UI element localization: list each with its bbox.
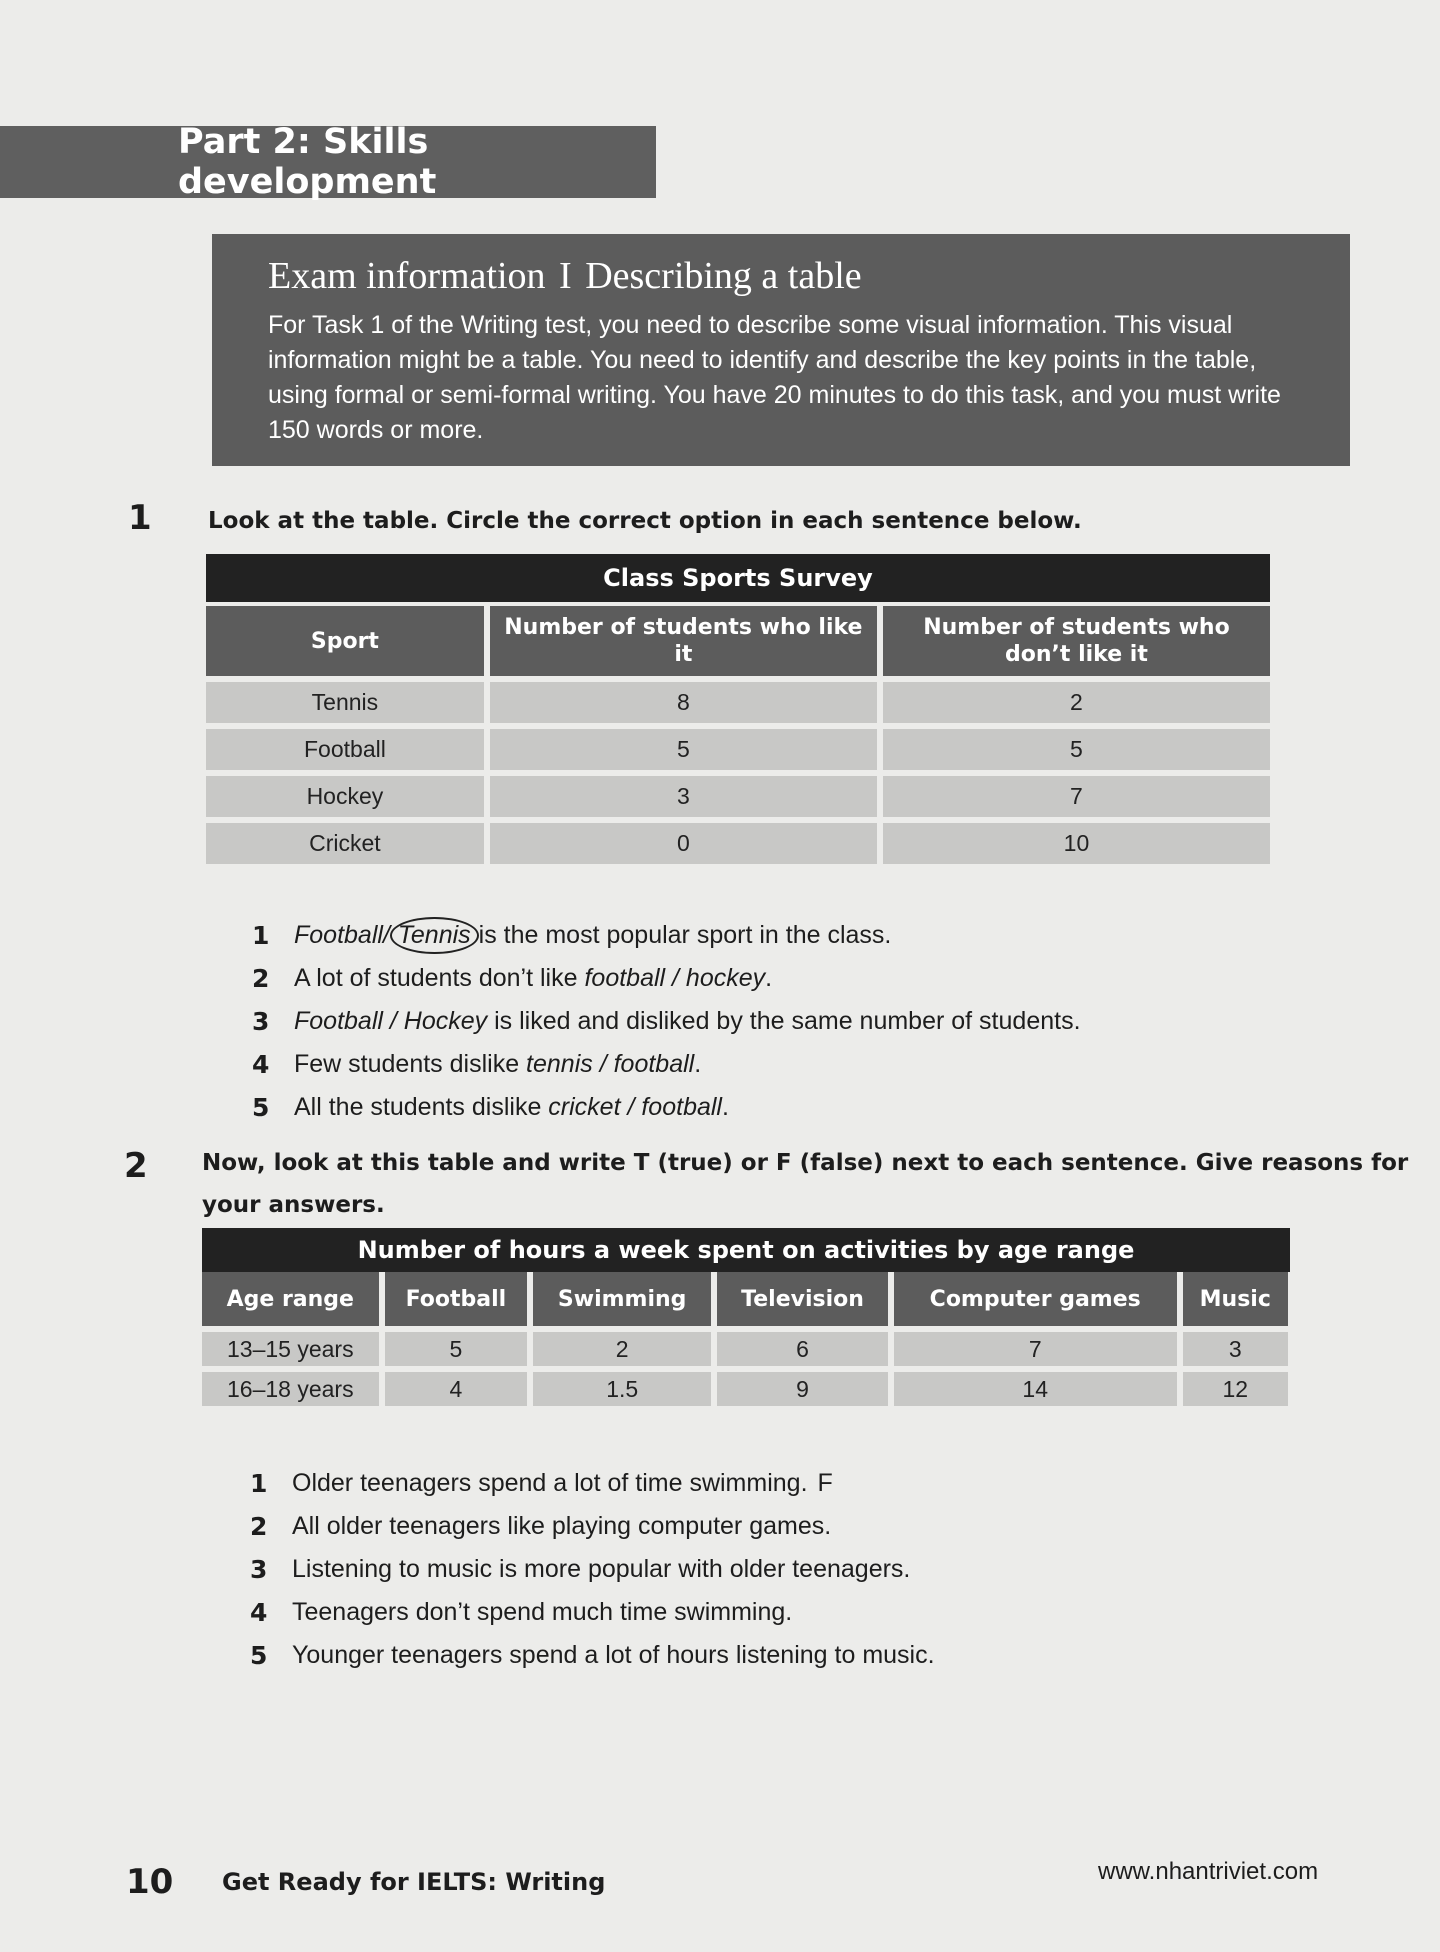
header-television: Television xyxy=(717,1272,888,1326)
circled-option-tennis: Tennis xyxy=(390,917,479,954)
sentence-end: . xyxy=(694,1050,702,1078)
sentence-end: . xyxy=(721,1093,729,1121)
table-cell: 3 xyxy=(1183,1332,1288,1366)
list-item xyxy=(252,1000,1081,1043)
table-row xyxy=(202,1332,1288,1366)
table-cell: 12 xyxy=(1183,1372,1288,1406)
list-item xyxy=(250,1548,935,1591)
table-cell: 5 xyxy=(883,729,1270,770)
exam-info-subtitle: Describing a table xyxy=(585,255,862,297)
header-dislike: Number of students who don’t like it xyxy=(883,606,1270,676)
publisher-url: www.nhantriviet.com xyxy=(1098,1858,1319,1885)
page-number: 10 xyxy=(126,1862,174,1902)
sentence-number: 3 xyxy=(250,1555,268,1584)
exam-info-separator: I xyxy=(559,255,572,297)
table-cell: 7 xyxy=(894,1332,1177,1366)
table-cell: 10 xyxy=(883,823,1270,864)
sentence-text: Listening to music is more popular with older teenagers. xyxy=(292,1555,911,1583)
sentence-options: football / hockey xyxy=(584,964,766,992)
table-header-row xyxy=(206,606,1270,676)
sentence-text: All the students dislike xyxy=(294,1093,549,1121)
header-football: Football xyxy=(385,1272,528,1326)
table-cell: Hockey xyxy=(206,776,484,817)
table-cell: 1.5 xyxy=(533,1372,711,1406)
list-item xyxy=(250,1591,935,1634)
table-row xyxy=(206,729,1270,770)
exam-info-text: For Task 1 of the Writing test, you need to describe some visual information. This visual information might be a table. You need to identify and describe the key points in the table, using formal or semi-formal writing. You have 20 minutes to do this task, and you must write 150 words or more. xyxy=(268,311,1281,444)
table-cell: 6 xyxy=(717,1332,888,1366)
list-item xyxy=(250,1634,935,1677)
activities-table-title: Number of hours a week spent on activities by age range xyxy=(202,1228,1290,1272)
table-cell: 2 xyxy=(883,682,1270,723)
header-age-range: Age range xyxy=(202,1272,379,1326)
question-1-number: 1 xyxy=(128,498,152,538)
sentence-text: Younger teenagers spend a lot of hours listening to music. xyxy=(292,1641,935,1669)
exam-information-box xyxy=(212,234,1350,466)
question-1-sentences xyxy=(252,914,1081,1129)
table-row xyxy=(206,682,1270,723)
header-sport: Sport xyxy=(206,606,484,676)
handwritten-answer: F xyxy=(817,1469,833,1497)
table-cell: 4 xyxy=(385,1372,528,1406)
sentence-end: . xyxy=(765,964,773,992)
sentence-text: All older teenagers like playing computer games. xyxy=(292,1512,832,1540)
book-title: Get Ready for IELTS: Writing xyxy=(222,1868,606,1896)
sentence-number: 1 xyxy=(250,1469,268,1498)
sentence-text: Few students dislike xyxy=(294,1050,527,1078)
header-like: Number of students who like it xyxy=(490,606,877,676)
sentence-text: is the most popular sport in the class. xyxy=(478,921,892,949)
table-cell: 8 xyxy=(490,682,877,723)
table-cell: 16–18 years xyxy=(202,1372,379,1406)
table-cell: Tennis xyxy=(206,682,484,723)
exam-information-heading xyxy=(268,254,1312,298)
exam-info-title: Exam information xyxy=(268,255,546,297)
list-item xyxy=(252,914,1081,957)
list-item xyxy=(250,1505,935,1548)
header-swimming: Swimming xyxy=(533,1272,711,1326)
table-cell: 7 xyxy=(883,776,1270,817)
sentence-number: 2 xyxy=(250,1512,268,1541)
list-item xyxy=(252,1086,1081,1129)
table-cell: Cricket xyxy=(206,823,484,864)
sentence-options: cricket / football xyxy=(548,1093,722,1121)
option-slash: / xyxy=(382,921,390,949)
header-music: Music xyxy=(1183,1272,1288,1326)
activities-by-age-table xyxy=(196,1266,1294,1412)
sentence-number: 5 xyxy=(252,1093,270,1122)
table-cell: 9 xyxy=(717,1372,888,1406)
table-cell: 3 xyxy=(490,776,877,817)
sentence-number: 5 xyxy=(250,1641,268,1670)
sentence-number: 3 xyxy=(252,1007,270,1036)
table-cell: 14 xyxy=(894,1372,1177,1406)
sentence-text: A lot of students don’t like xyxy=(294,964,585,992)
question-2-instruction xyxy=(202,1142,1408,1226)
list-item xyxy=(252,1043,1081,1086)
sentence-number: 2 xyxy=(252,964,270,993)
sentence-options: tennis / football xyxy=(526,1050,695,1078)
sentence-number: 4 xyxy=(252,1050,270,1079)
sentence-number: 1 xyxy=(252,921,270,950)
instruction-line-1: Now, look at this table and write T (true) or F (false) next to each sentence. Give reasons for xyxy=(202,1150,1409,1176)
header-computer-games: Computer games xyxy=(894,1272,1177,1326)
table-cell: 2 xyxy=(533,1332,711,1366)
sentence-options: Football / Hockey xyxy=(294,1007,488,1035)
table-cell: 0 xyxy=(490,823,877,864)
class-sports-survey-table xyxy=(200,600,1276,870)
list-item xyxy=(252,957,1081,1000)
table-cell: 5 xyxy=(490,729,877,770)
instruction-line-2: your answers. xyxy=(202,1192,385,1218)
table-header-row xyxy=(202,1272,1288,1326)
class-sports-survey-title: Class Sports Survey xyxy=(206,554,1270,602)
question-2-number: 2 xyxy=(124,1146,148,1186)
table-cell: 13–15 years xyxy=(202,1332,379,1366)
question-1-instruction: Look at the table. Circle the correct option in each sentence below. xyxy=(208,508,1082,534)
sentence-text: Older teenagers spend a lot of time swimming. xyxy=(292,1469,808,1497)
table-row xyxy=(206,823,1270,864)
table-cell: 5 xyxy=(385,1332,528,1366)
table-row xyxy=(206,776,1270,817)
table-cell: Football xyxy=(206,729,484,770)
part-banner xyxy=(0,122,656,202)
sentence-number: 4 xyxy=(250,1598,268,1627)
list-item xyxy=(250,1462,935,1505)
question-2-sentences xyxy=(250,1462,935,1677)
table-row xyxy=(202,1372,1288,1406)
sentence-text: is liked and disliked by the same number of students. xyxy=(487,1007,1081,1035)
sentence-text: Teenagers don’t spend much time swimming. xyxy=(292,1598,793,1626)
option-football: Football xyxy=(294,921,383,949)
part-banner-text: Part 2: Skills development xyxy=(178,122,437,202)
